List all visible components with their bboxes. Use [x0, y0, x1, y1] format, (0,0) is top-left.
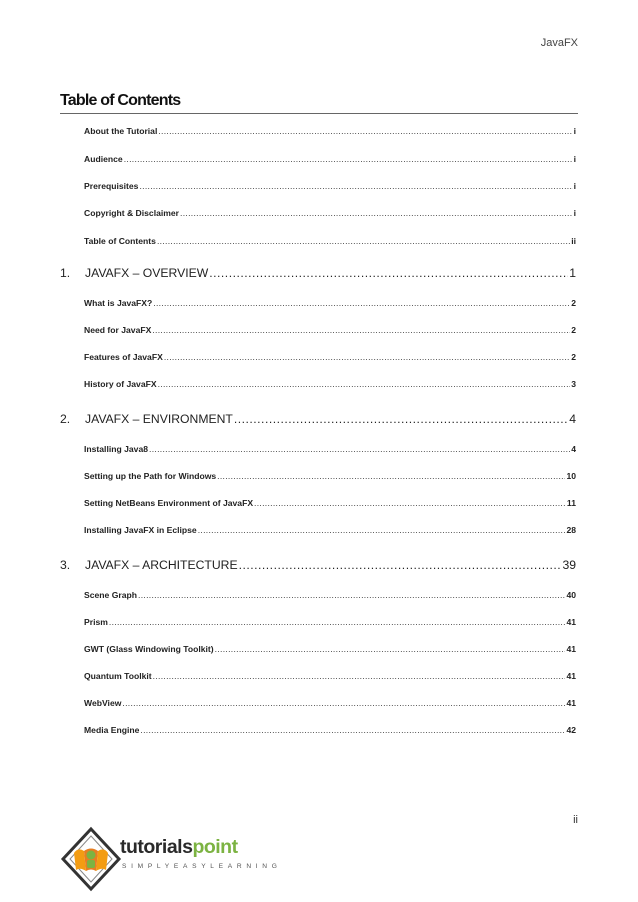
toc-entry[interactable] — [84, 471, 576, 481]
toc-entry-page: 2 — [571, 352, 576, 362]
toc-entry-page: 42 — [566, 725, 576, 735]
toc-entry-page: 3 — [571, 379, 576, 389]
chapter-page: 1 — [569, 266, 576, 280]
chapter-title: JAVAFX – ENVIRONMENT — [85, 412, 233, 426]
chapter-title: JAVAFX – OVERVIEW — [85, 266, 209, 280]
toc-entry[interactable] — [84, 698, 576, 708]
logo-diamond-icon — [60, 826, 122, 892]
dot-leader — [124, 154, 573, 164]
dot-leader — [158, 126, 572, 136]
toc-entry-page: 11 — [566, 498, 576, 508]
chapter-number: 3. — [60, 558, 71, 572]
toc-entry[interactable] — [84, 236, 576, 246]
chapter-page: 39 — [562, 558, 576, 572]
chapter-page: 4 — [569, 412, 576, 426]
toc-entry[interactable] — [84, 208, 576, 218]
dot-leader — [198, 525, 566, 535]
toc-entry-label: History of JavaFX — [84, 379, 157, 389]
tutorialspoint-logo — [60, 826, 280, 896]
dot-leader — [217, 471, 565, 481]
toc-entry-label: Prerequisites — [84, 181, 139, 191]
dot-leader — [157, 236, 570, 246]
logo-wordmark-part2: point — [192, 836, 238, 858]
toc-entry-page: i — [573, 154, 576, 164]
dot-leader — [234, 412, 568, 426]
toc-entry-label: Media Engine — [84, 725, 140, 735]
logo-wordmark — [120, 836, 238, 859]
toc-entry[interactable] — [84, 617, 576, 627]
toc-entry-page: 2 — [571, 325, 576, 335]
dot-leader — [152, 325, 570, 335]
logo-tagline: SIMPLYEASYLEARNING — [122, 863, 282, 870]
toc-entry-page: 4 — [571, 444, 576, 454]
chapter-heading[interactable] — [60, 412, 576, 426]
toc-entry-label: Installing Java8 — [84, 444, 149, 454]
toc-entry-page: i — [573, 126, 576, 136]
dot-leader — [164, 352, 570, 362]
toc-entry-page: 41 — [566, 671, 576, 681]
toc-entry-page: i — [573, 181, 576, 191]
toc-entry-label: Copyright & Disclaimer — [84, 208, 180, 218]
toc-entry[interactable] — [84, 444, 576, 454]
toc-entry-page: 40 — [566, 590, 576, 600]
toc-entry-label: Setting NetBeans Environment of JavaFX — [84, 498, 254, 508]
chapter-heading[interactable] — [60, 266, 576, 280]
toc-entry-label: WebView — [84, 698, 122, 708]
toc-entry[interactable] — [84, 671, 576, 681]
page-number: ii — [573, 814, 578, 826]
dot-leader — [209, 266, 568, 280]
toc-entry-label: Prism — [84, 617, 108, 627]
toc-entry[interactable] — [84, 181, 576, 191]
toc-entry-page: 10 — [566, 471, 576, 481]
toc-entry[interactable] — [84, 298, 576, 308]
dot-leader — [138, 590, 565, 600]
toc-entry-page: 41 — [566, 698, 576, 708]
dot-leader — [153, 298, 570, 308]
chapter-number: 2. — [60, 412, 71, 426]
dot-leader — [239, 558, 562, 572]
toc-entry[interactable] — [84, 154, 576, 164]
toc-entry[interactable] — [84, 525, 576, 535]
toc-entry-label: Audience — [84, 154, 123, 164]
logo-wordmark-part1: tutorials — [120, 836, 193, 858]
running-header-title: JavaFX — [540, 37, 578, 49]
toc-entry[interactable] — [84, 725, 576, 735]
toc-entry-page: 41 — [566, 644, 576, 654]
dot-leader — [122, 698, 565, 708]
toc-heading: Table of Contents — [60, 92, 181, 109]
toc-entry-label: About the Tutorial — [84, 126, 158, 136]
toc-entry[interactable] — [84, 352, 576, 362]
dot-leader — [180, 208, 573, 218]
toc-entry-label: Quantum Toolkit — [84, 671, 152, 681]
toc-entry-page: 41 — [566, 617, 576, 627]
toc-entry[interactable] — [84, 325, 576, 335]
toc-entry[interactable] — [84, 379, 576, 389]
toc-entry-page: 2 — [571, 298, 576, 308]
toc-entry-label: Installing JavaFX in Eclipse — [84, 525, 197, 535]
dot-leader — [149, 444, 570, 454]
dot-leader — [140, 725, 565, 735]
toc-entry-page: ii — [571, 236, 576, 246]
dot-leader — [109, 617, 566, 627]
chapter-number: 1. — [60, 266, 71, 280]
toc-entry[interactable] — [84, 644, 576, 654]
chapter-heading[interactable] — [60, 558, 576, 572]
toc-entry[interactable] — [84, 126, 576, 136]
dot-leader — [215, 644, 566, 654]
toc-entry-label: Scene Graph — [84, 590, 138, 600]
toc-entry[interactable] — [84, 498, 576, 508]
toc-entry-label: Need for JavaFX — [84, 325, 152, 335]
toc-entry-label: Setting up the Path for Windows — [84, 471, 217, 481]
dot-leader — [139, 181, 572, 191]
dot-leader — [158, 379, 571, 389]
toc-entry-label: What is JavaFX? — [84, 298, 153, 308]
dot-leader — [153, 671, 566, 681]
toc-entry-label: Table of Contents — [84, 236, 156, 246]
dot-leader — [254, 498, 566, 508]
toc-entry-page: i — [573, 208, 576, 218]
toc-entry-label: GWT (Glass Windowing Toolkit) — [84, 644, 214, 654]
chapter-title: JAVAFX – ARCHITECTURE — [85, 558, 238, 572]
toc-entry-page: 28 — [566, 525, 576, 535]
toc-entry[interactable] — [84, 590, 576, 600]
heading-rule — [60, 113, 578, 114]
toc-entry-label: Features of JavaFX — [84, 352, 163, 362]
